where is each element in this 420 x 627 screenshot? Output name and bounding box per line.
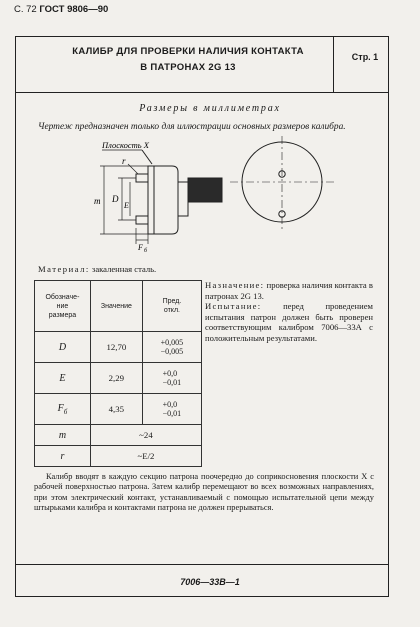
- row-value: ~24: [90, 425, 201, 446]
- row-symbol: E: [59, 372, 66, 384]
- plane-leader: [142, 150, 152, 164]
- table-row: [35, 446, 202, 467]
- material-label: Материал:: [38, 264, 90, 274]
- table-row: [35, 425, 202, 446]
- table-row: [35, 394, 202, 425]
- row-value: 4,35: [90, 394, 142, 425]
- title-line-1: КАЛИБР ДЛЯ ПРОВЕРКИ НАЛИЧИЯ КОНТАКТА: [72, 46, 304, 57]
- purpose-block: [205, 280, 373, 343]
- purpose-text: проверка наличия контакта в патронах 2G 13.: [205, 280, 373, 301]
- body-main: [154, 166, 178, 234]
- purpose-label: Назначение:: [205, 280, 265, 290]
- knurled-handle: [188, 178, 222, 202]
- row-value: 2,29: [90, 363, 142, 394]
- label-E: E: [124, 201, 129, 210]
- header-divider: [15, 92, 388, 93]
- label-D: D: [112, 194, 119, 204]
- col-header-symbol: Обозначе- ние размера: [35, 281, 91, 332]
- running-head: [14, 4, 108, 15]
- dev-lower: −0,01: [162, 378, 182, 387]
- row-symbol-sub: б: [63, 407, 68, 416]
- dimension-table: [34, 280, 202, 467]
- row-value: ~E/2: [90, 446, 201, 467]
- sheet-title: [44, 44, 332, 76]
- units-note: Размеры в миллиметрах: [139, 103, 281, 114]
- label-F: F: [138, 243, 143, 252]
- body-flange: [148, 166, 154, 234]
- row-symbol: m: [58, 429, 67, 441]
- table-row: [35, 332, 202, 363]
- dim-r-leader: [128, 164, 138, 174]
- footer-divider: [15, 564, 388, 565]
- standard-number: ГОСТ 9806—90: [39, 4, 109, 15]
- pin-upper: [136, 174, 148, 182]
- test-text: перед проведением испытания патрон должен быть проверен соответствующим калибром 7006—33А с положительным результатами.: [205, 301, 373, 343]
- test-label: Испытание:: [205, 301, 262, 311]
- sheet-page-label: Стр. 1: [351, 52, 379, 62]
- dev-lower: −0,005: [160, 347, 184, 356]
- dev-upper: +0,0: [162, 400, 178, 409]
- plane-x-label: Плоскость X: [102, 140, 149, 150]
- sheet-code: 7006—33B—1: [180, 577, 240, 587]
- material-value: закаленная сталь.: [91, 264, 157, 274]
- label-m: m: [94, 196, 101, 206]
- procedure-paragraph: Калибр вводят в каждую секцию патрона поочередно до соприкосновения плоскости X с рабочей поверхностью патрона. Затем калибр перемещают во всех возможных направлениях, при этом электрический контакт, устанавливаемый с помощью испытательной цепи между штырьками калибра и контактами патрона не должен прерываться.: [34, 472, 374, 513]
- row-symbol: r: [60, 450, 65, 462]
- pin-lower: [136, 216, 148, 224]
- table-row: [35, 363, 202, 394]
- handle-neck: [178, 182, 188, 216]
- table-header-row: [35, 281, 202, 332]
- col-header-deviation: Пред. откл.: [142, 281, 201, 332]
- drawing-note: Чертеж предназначен только для иллюстрации основных размеров калибра.: [38, 122, 346, 132]
- label-r: r: [122, 156, 126, 166]
- col-header-value: Значение: [90, 281, 142, 332]
- dev-upper: +0,005: [160, 338, 184, 347]
- label-F-sub: б: [144, 248, 148, 254]
- row-symbol: F: [57, 402, 64, 414]
- title-line-2: В ПАТРОНАХ 2G 13: [140, 62, 236, 73]
- row-symbol: D: [58, 341, 67, 353]
- row-value: 12,70: [90, 332, 142, 363]
- header-vertical-divider: [333, 36, 334, 92]
- dev-upper: +0,0: [162, 369, 178, 378]
- page-number: С. 72: [14, 4, 37, 15]
- material-line: [38, 264, 156, 274]
- dev-lower: −0,01: [162, 409, 182, 418]
- gauge-drawing: [60, 136, 350, 254]
